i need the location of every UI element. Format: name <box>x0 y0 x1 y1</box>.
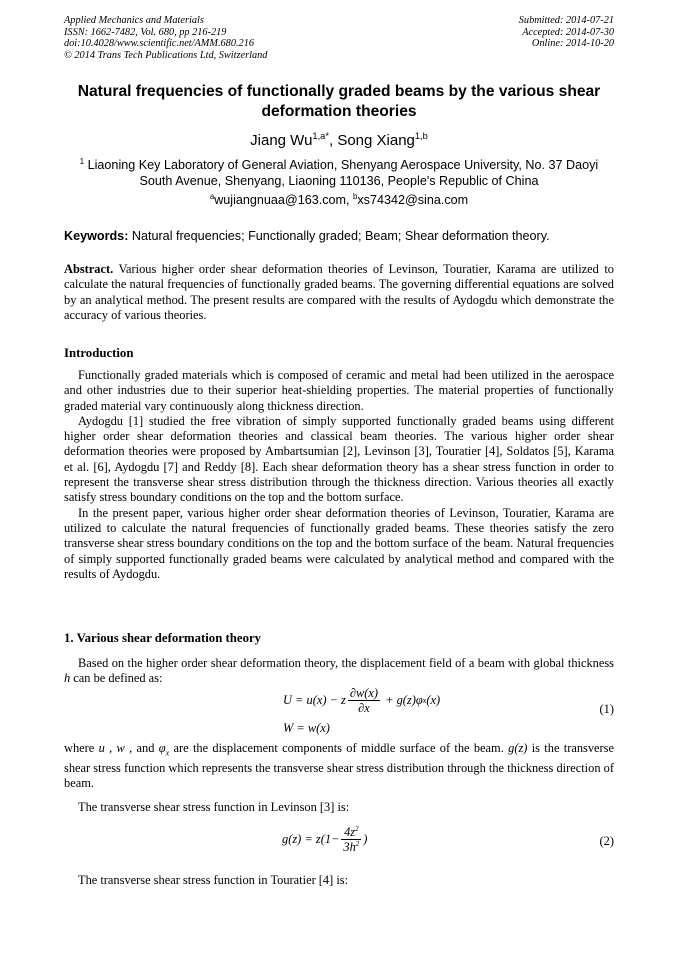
paragraph <box>64 656 614 687</box>
keywords-text: Natural frequencies; Functionally graded; Beam; Shear deformation theory. <box>128 229 550 243</box>
introduction-body <box>64 368 614 582</box>
email-mark: b <box>353 191 358 201</box>
abstract-label: Abstract. <box>64 262 114 276</box>
online-date: Online: 2014-10-20 <box>531 38 614 49</box>
abstract <box>64 262 614 323</box>
text-run: , and <box>124 741 159 755</box>
journal-name: Applied Mechanics and Materials <box>64 15 204 26</box>
email-address[interactable]: wujiangnuaa@163.com <box>214 193 346 207</box>
affiliation-mark: 1 <box>79 156 85 166</box>
text-run: can be defined as: <box>70 671 163 686</box>
author-list <box>64 132 614 149</box>
text-run: The transverse shear stress function in Levinson [3] is: <box>78 800 350 814</box>
copyright-line: © 2014 Trans Tech Publications Ltd, Switzerland <box>64 49 268 61</box>
keywords <box>64 229 614 243</box>
paragraph: Functionally graded materials which is composed of ceramic and metal had been utilized in the aerospace and other industries due to their superior heat-shielding properties. The material properties of functionally graded material vary continuously along thickness direction. <box>64 368 614 413</box>
equation-2: g ( z ) = z (1− $\frac{4z^2}{3h^2}$ ) <box>282 824 368 854</box>
accepted-date: Accepted: 2014-07-30 <box>522 26 614 38</box>
math-symbol: u <box>98 741 105 755</box>
text-run: The transverse shear stress function in Touratier [4] is: <box>78 873 349 887</box>
section-heading: 1. Various shear deformation theory <box>64 631 262 645</box>
equation-number: (2) <box>599 834 614 848</box>
journal-info <box>64 15 267 61</box>
text-run: is the transverse shear stress function which represents the transverse shear stress distribution through the thickness direction of beam. <box>64 741 614 791</box>
email-address[interactable]: xs74342@sina.com <box>357 193 469 207</box>
submitted-date: Submitted: 2014-07-21 <box>518 15 614 26</box>
section-heading: Introduction <box>64 346 134 360</box>
keywords-label: Keywords: <box>64 229 129 243</box>
abstract-text: Various higher order shear deformation theories of Levinson, Touratier, Karama are utilized to calculate the natural frequencies of functionally graded beams. The governing differential equations are solved by an analytical method. The present results are compared with the results of Aydogdu which demonstrate the accuracy of various theories. <box>64 262 614 322</box>
author-affil-mark: 1,a* <box>312 131 329 141</box>
author-name: Song Xiang <box>337 132 415 149</box>
math-symbol: h <box>64 671 71 686</box>
paragraph <box>64 873 614 888</box>
equation-number: (1) <box>599 702 614 716</box>
text-run: , <box>104 741 117 755</box>
doi-line: doi:10.4028/www.scientific.net/AMM.680.216 <box>64 38 254 49</box>
email-separator: , <box>346 193 353 207</box>
author-separator: , <box>328 132 338 149</box>
equation-1: U = u ( x ) − z $\frac{\partial w(x)}{\partial x}$ + g ( z ) φ x ( x ) W = w(x) <box>283 685 441 735</box>
author-name: Jiang Wu <box>250 132 313 149</box>
paragraph: In the present paper, various higher order shear deformation theories of Levinson, Touratier, Karama are utilized to calculate the natural frequencies of functionally graded beams. These theories satisfy the zero transverse shear stress boundary conditions on the top and the bottom surface of the beam. Natural frequencies of simply supported functionally graded beams were calculated by analytical method and compared with the results of Aydogdu. <box>64 505 614 581</box>
text-run: where <box>64 741 99 755</box>
text-run: Based on the higher order shear deformation theory, the displacement field of a beam with global thickness <box>78 656 614 670</box>
dates-info <box>519 15 614 50</box>
paper-title: Natural frequencies of functionally graded beams by the various shear deformation theories <box>77 83 601 120</box>
math-symbol: w <box>116 741 125 755</box>
author-emails <box>64 193 614 207</box>
paragraph <box>64 741 614 791</box>
email-mark: a <box>209 191 215 201</box>
paragraph: Aydogdu [1] studied the free vibration of simply supported functionally graded beams using different higher order shear deformation theories and classical beam theories. The various higher order shear deformation theories were proposed by Ambartsumian [2], Levinson [3], Touratier [4], Soldatos [5], Karama et al. [6], Aydogdu [7] and Reddy [8]. Each shear deformation theory has a shear stress function in order to represent the transverse shear stress distribution through the thickness direction. Various theories all exactly satisfy stress boundary conditions on the top and the bottom surface. <box>64 413 614 505</box>
paragraph <box>64 800 614 815</box>
math-symbol: φ <box>158 741 166 755</box>
math-subscript: x <box>165 748 170 758</box>
affiliation-text: Liaoning Key Laboratory of General Aviation, Shenyang Aerospace University, No. 37 Daoyi South Avenue, Shenyang, Liaoning 110136, People's Republic of China <box>84 158 599 188</box>
math-symbol: g(z) <box>508 741 528 755</box>
issn-line: ISSN: 1662-7482, Vol. 680, pp 216-219 <box>64 26 227 38</box>
text-run: are the displacement components of middle surface of the beam. <box>169 741 509 755</box>
affiliation <box>64 157 614 189</box>
author-affil-mark: 1,b <box>414 131 428 141</box>
